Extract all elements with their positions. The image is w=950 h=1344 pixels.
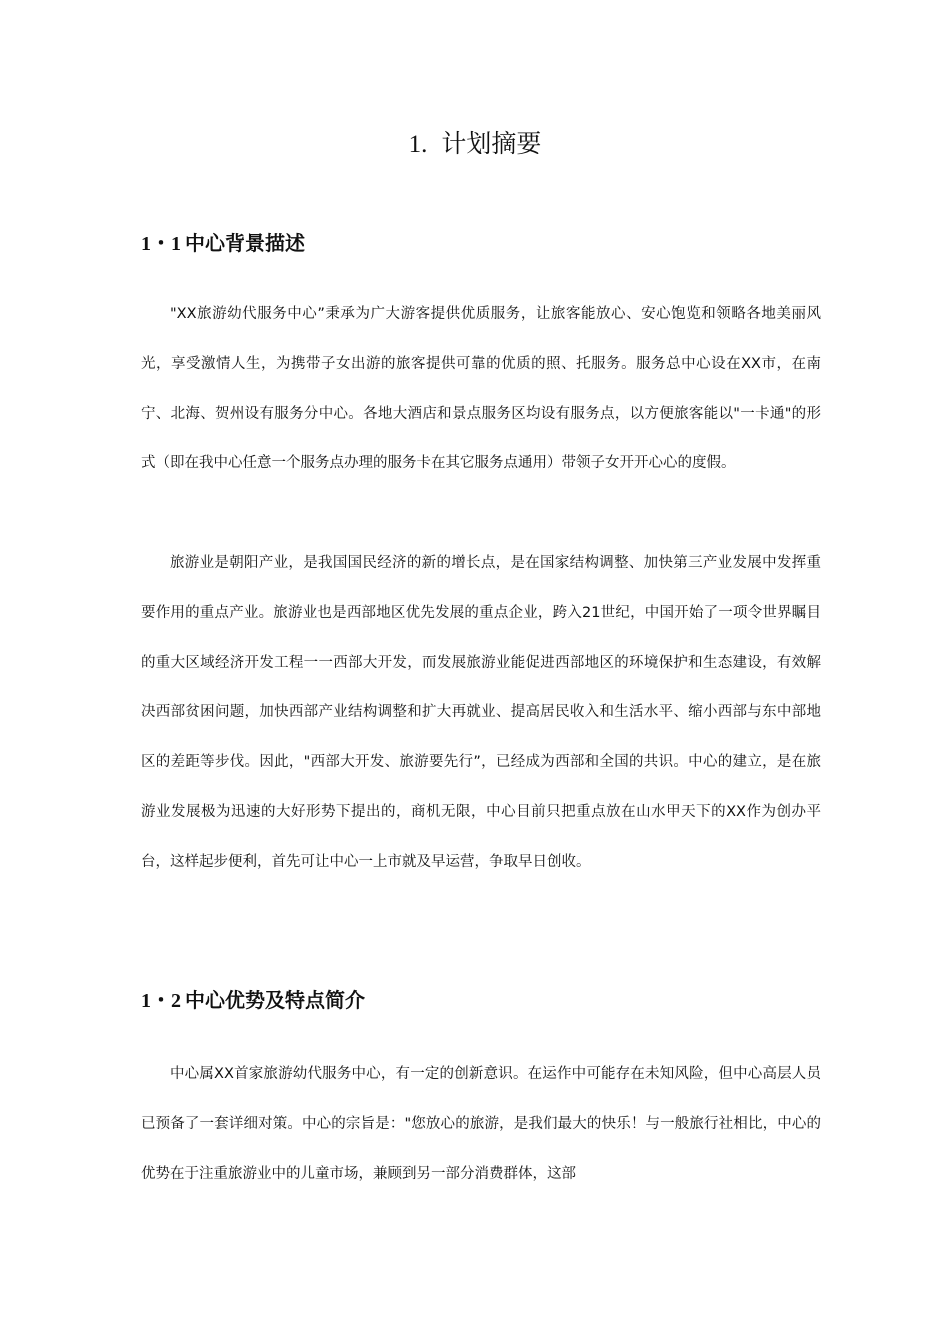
section-title: 中心优势及特点简介 [185, 988, 365, 1012]
paragraph-background-2: 旅游业是朝阳产业，是我国国民经济的新的增长点，是在国家结构调整、加快第三产业发展中发挥重要作用的重点产业。旅游业也是西部地区优先发展的重点企业，跨入21世纪，中国开始了一项令世界瞩目的重大区域经济开发工程一一西部大开发，而发展旅游业能促进西部地区的环境保护和生态建设，有效解决西部贫困问题，加快西部产业结构调整和扩大再就业、提高居民收入和生活水平、缩小西部与东中部地区的差距等步伐。因此，"西部大开发、旅游要先行”，已经成为西部和全国的共识。中心的建立，是在旅游业发展极为迅速的大好形势下提出的，商机无限，中心目前只把重点放在山水甲天下的XX作为创办平台，这样起步便利，首先可让中心一上市就及早运营，争取早日创收。 [141, 555, 821, 870]
document-title [0, 126, 950, 163]
title-text: 计划摘要 [441, 129, 542, 158]
paragraph-background-1: "XX旅游幼代服务中心”秉承为广大游客提供优质服务，让旅客能放心、安心饱览和领略各地美丽风光，享受激情人生，为携带子女出游的旅客提供可靠的优质的照、托服务。服务总中心设在XX市，在南宁、北海、贺州设有服务分中心。各地大酒店和景点服务区均设有服务点，以方便旅客能以"一卡通"的形式（即在我中心任意一个服务点办理的服务卡在其它服务点通用）带领子女开开心心的度假。 [141, 306, 821, 472]
section-heading-1-2 [141, 986, 365, 1015]
section-heading-1-1 [141, 229, 305, 258]
section-number: 1・2 [141, 990, 181, 1012]
section-title: 中心背景描述 [185, 231, 305, 255]
section-number: 1・1 [141, 233, 181, 255]
paragraph-advantages-1: 中心属XX首家旅游幼代服务中心，有一定的创新意识。在运作中可能存在未知风险，但中心高层人员已预备了一套详细对策。中心的宗旨是："您放心的旅游，是我们最大的快乐！与一般旅行社相比，中心的优势在于注重旅游业中的儿童市场，兼顾到另一部分消费群体，这部 [141, 1066, 821, 1182]
title-number: 1. [408, 131, 428, 158]
